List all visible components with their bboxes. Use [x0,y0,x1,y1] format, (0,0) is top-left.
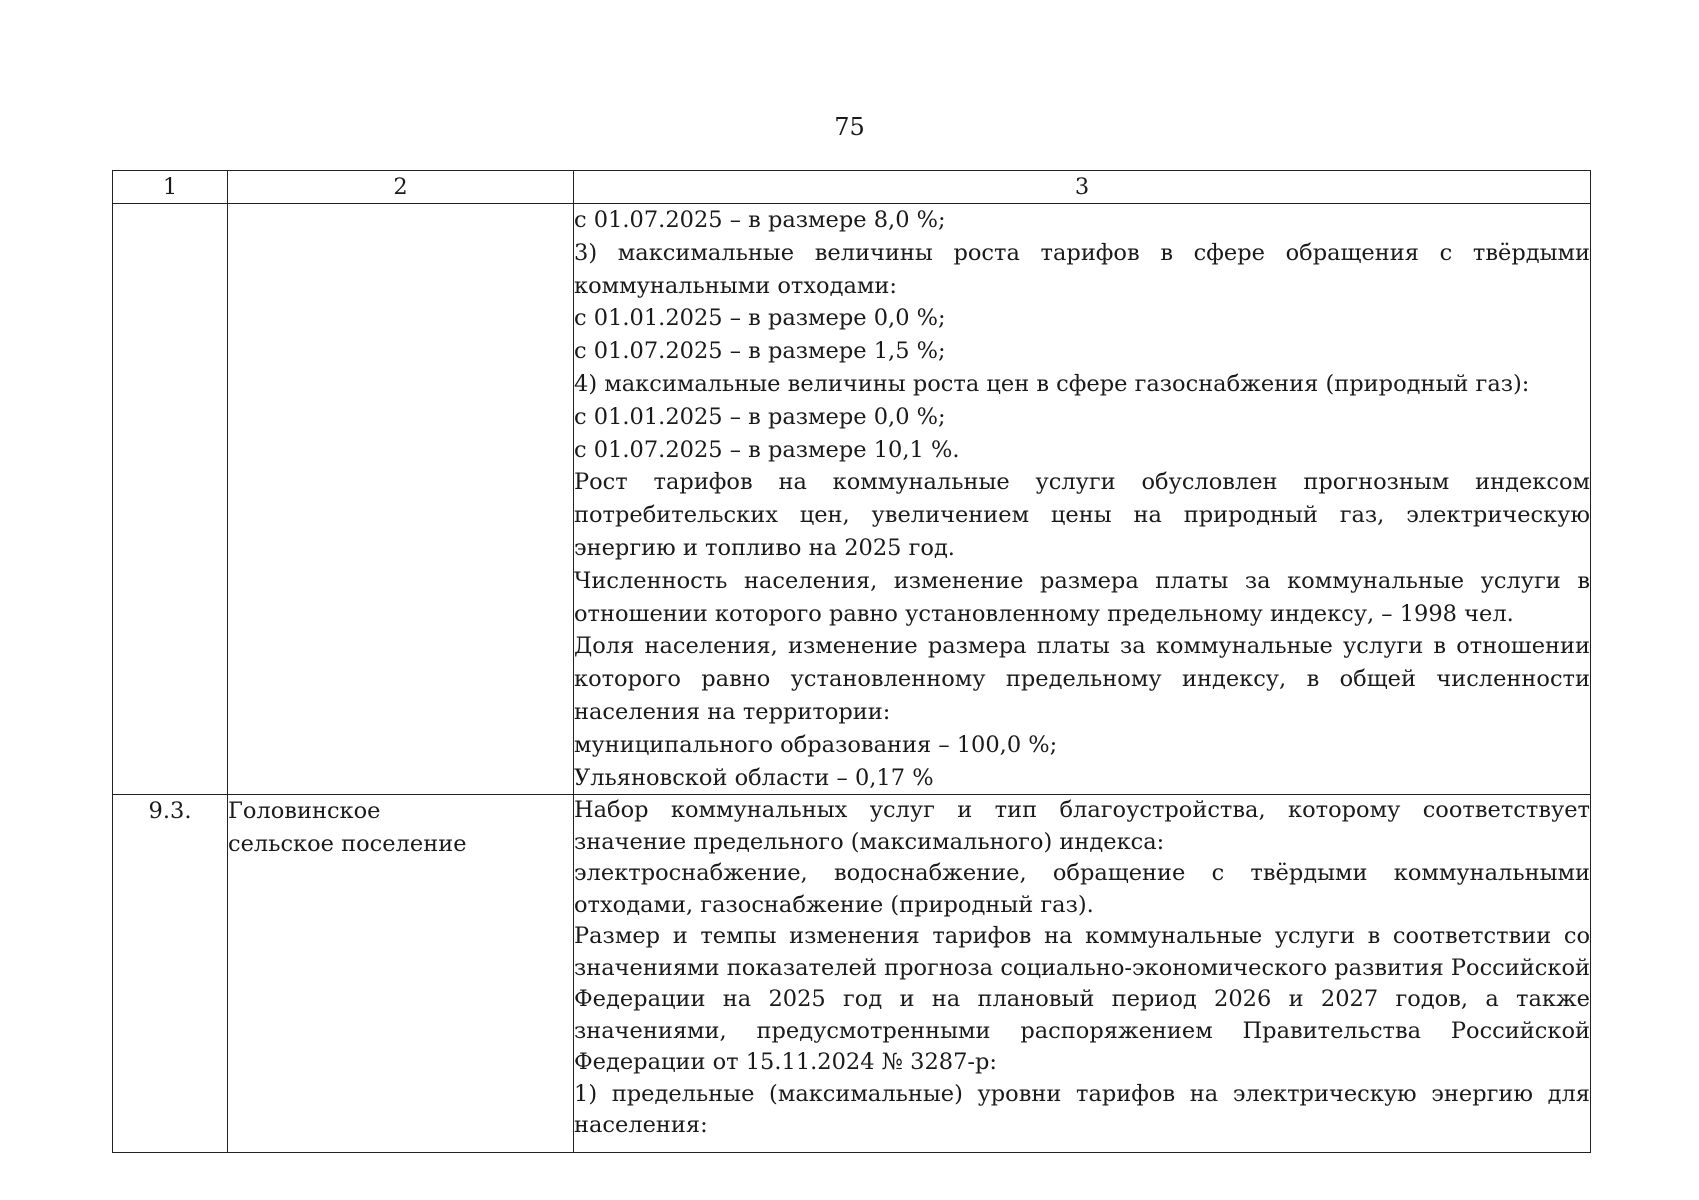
paragraph: муниципального образования – 100,0 %; [574,731,1058,758]
paragraph: 1) предельные (максимальные) уровни тарифов на электрическую энергию для населения: [574,1080,1590,1139]
paragraph: Набор коммунальных услуг и тип благоустройства, которому соответствует значение предельного (максимального) индекса: [574,797,1590,855]
paragraph: с 01.07.2025 – в размере 10,1 %. [574,436,960,463]
paragraph: Ульяновской области – 0,17 % [574,764,934,791]
table-row [113,795,1591,1153]
page-number: 75 [834,113,865,141]
table-row [113,204,1591,795]
row-number-cell: 9.3. [113,795,228,1153]
row-number-cell [113,204,228,795]
paragraph: электроснабжение, водоснабжение, обращение с твёрдыми коммунальными отходами, газоснабжение (природный газ). [574,860,1590,918]
paragraph: с 01.01.2025 – в размере 0,0 %; [574,305,946,332]
paragraph: Размер и темпы изменения тарифов на коммунальные услуги в соответствии со значениями показателей прогноза социально-экономического развития Российской Федерации на 2025 год и на плановый период 2026 и 2027 годов, а также значениями, предусмотренными распоряжением Правительства Российской Федерации от 15.11.2024 № 3287-р: [574,923,1590,1076]
column-header-1: 1 [113,171,228,204]
paragraph: с 01.07.2025 – в размере 1,5 %; [574,338,946,365]
description-cell [574,204,1591,795]
paragraph: с 01.07.2025 – в размере 8,0 %; [574,207,946,233]
column-header-3: 3 [574,171,1591,204]
settlement-name-cell [228,204,574,795]
paragraph: Численность населения, изменение размера платы за коммунальные услуги в отношении которого равно установленному предельному индексу, – 1998 чел. [574,567,1590,627]
description-cell [574,795,1591,1153]
column-header-2: 2 [228,171,574,204]
paragraph: 4) максимальные величины роста цен в сфере газоснабжения (природный газ): [574,370,1530,397]
paragraph: 3) максимальные величины роста тарифов в сфере обращения с твёрдыми коммунальными отходами: [574,239,1590,299]
tariff-table [112,170,1591,1153]
paragraph: с 01.01.2025 – в размере 0,0 %; [574,403,946,430]
settlement-name-line: сельское поселение [228,831,467,858]
paragraph: Рост тарифов на коммунальные услуги обусловлен прогнозным индексом потребительских цен, увеличением цены на природный газ, электрическую энергию и топливо на 2025 год. [574,469,1590,561]
settlement-name-line: Головинское [228,798,381,825]
table-header-row [113,171,1591,204]
paragraph: Доля населения, изменение размера платы за коммунальные услуги в отношении которого равно установленному предельному индексу, в общей численности населения на территории: [574,633,1590,725]
settlement-name-cell [228,795,574,1153]
